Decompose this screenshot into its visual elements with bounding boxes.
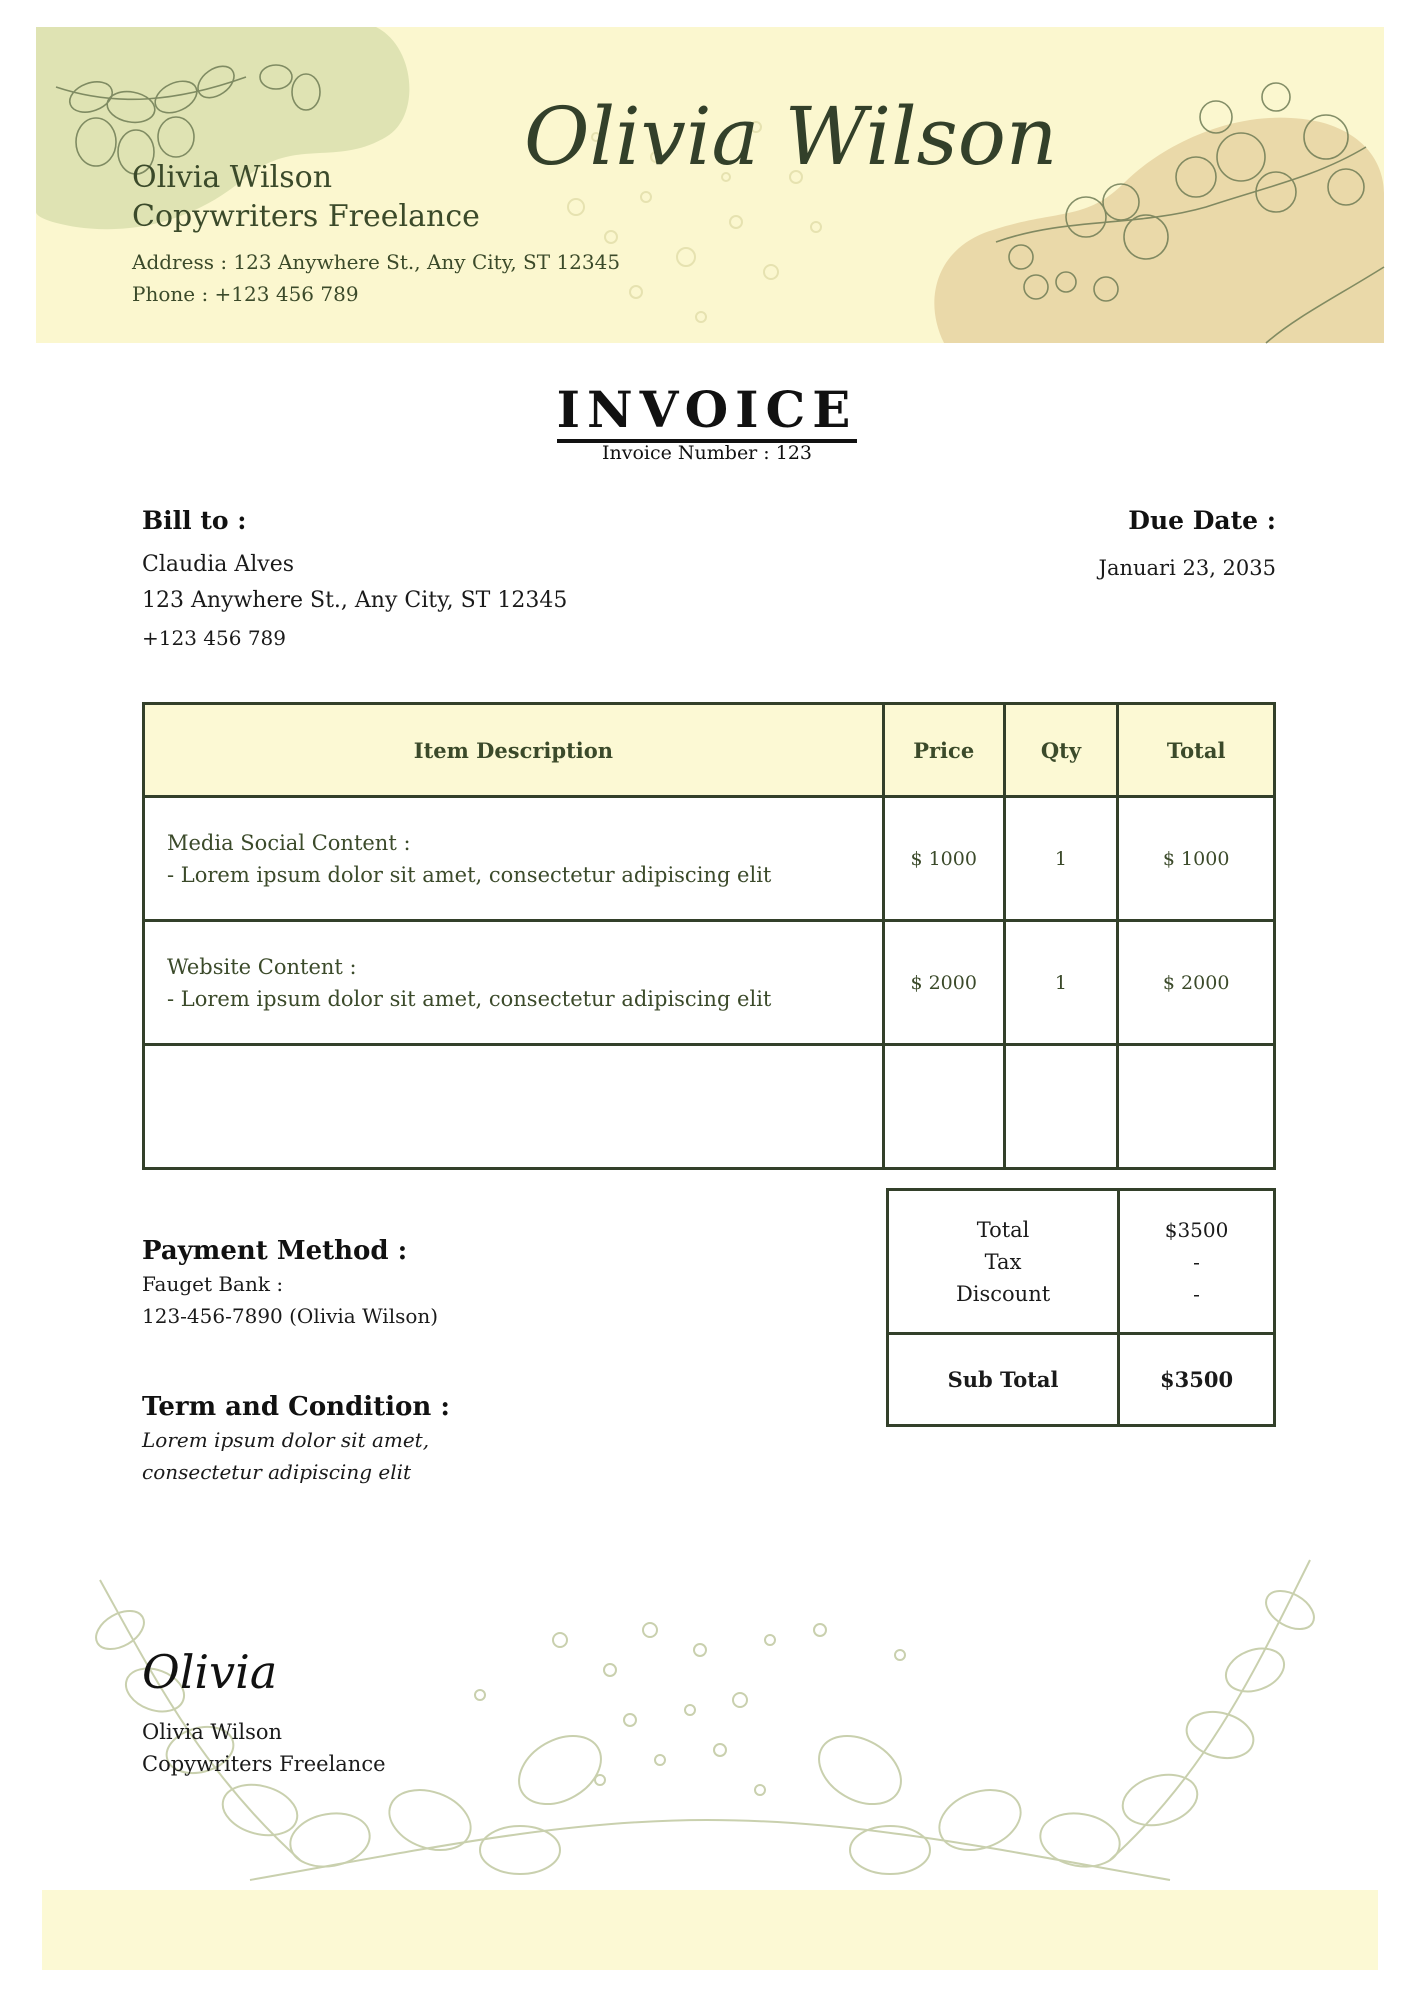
terms-line-2: consectetur adipiscing elit [142, 1460, 412, 1484]
sender-phone: Phone : +123 456 789 [132, 282, 359, 306]
subtotal-value: $3500 [1119, 1334, 1275, 1426]
totals-table [886, 1188, 1276, 1427]
subtotal-label: Sub Total [888, 1334, 1119, 1426]
signer-title: Copywriters Freelance [142, 1752, 386, 1776]
item-title: Media Social Content : [167, 830, 411, 855]
totals-values [1119, 1190, 1275, 1334]
item-detail: - Lorem ipsum dolor sit amet, consectetur adipiscing elit [167, 862, 772, 887]
invoice-number: Invoice Number : 123 [601, 442, 813, 464]
footer-band [42, 1890, 1378, 1970]
payment-method-label: Payment Method : [142, 1236, 408, 1266]
total-label: Total [976, 1217, 1030, 1242]
signer-signature [140, 1610, 300, 1710]
item-price: $ 2000 [883, 921, 1004, 1045]
svg-text:Olivia Wilson: Olivia Wilson [524, 90, 1058, 183]
svg-text:Olivia: Olivia [142, 1645, 278, 1699]
empty-cell [1004, 1045, 1118, 1169]
item-description [144, 797, 884, 921]
bill-to-phone: +123 456 789 [142, 626, 286, 650]
item-title: Website Content : [167, 954, 357, 979]
items-table-header [144, 704, 1275, 797]
item-total: $ 1000 [1118, 797, 1275, 921]
header-total: Total [1118, 704, 1275, 797]
empty-cell [1118, 1045, 1275, 1169]
table-row [144, 921, 1275, 1045]
item-description [144, 921, 884, 1045]
payment-account: 123-456-7890 (Olivia Wilson) [142, 1304, 439, 1328]
empty-table-row [144, 1045, 1275, 1169]
bill-to-name: Claudia Alves [142, 552, 295, 577]
header-price: Price [883, 704, 1004, 797]
total-value: $3500 [1164, 1217, 1229, 1242]
header-band [36, 27, 1384, 343]
signer-name: Olivia Wilson [142, 1720, 283, 1744]
bill-to-address: 123 Anywhere St., Any City, ST 12345 [142, 588, 568, 613]
tax-label: Tax [984, 1249, 1022, 1274]
empty-cell [883, 1045, 1004, 1169]
header-item-description: Item Description [144, 704, 884, 797]
bill-to-label: Bill to : [142, 506, 247, 535]
header-signature [524, 59, 1058, 219]
sender-name: Olivia Wilson [132, 160, 333, 195]
totals-labels [888, 1190, 1119, 1334]
item-total: $ 2000 [1118, 921, 1275, 1045]
due-date-label: Due Date : [1128, 506, 1276, 535]
sender-address: Address : 123 Anywhere St., Any City, ST 12345 [132, 250, 621, 274]
empty-cell [144, 1045, 884, 1169]
item-detail: - Lorem ipsum dolor sit amet, consectetur adipiscing elit [167, 986, 772, 1011]
item-qty: 1 [1004, 797, 1118, 921]
table-row [144, 797, 1275, 921]
discount-label: Discount [955, 1281, 1051, 1306]
due-date-value: Januari 23, 2035 [1098, 556, 1276, 580]
invoice-title: INVOICE [0, 380, 1414, 439]
terms-label: Term and Condition : [142, 1392, 450, 1422]
item-qty: 1 [1004, 921, 1118, 1045]
item-price: $ 1000 [883, 797, 1004, 921]
payment-bank: Fauget Bank : [142, 1272, 284, 1296]
items-table [142, 702, 1276, 1170]
tax-value: - [1193, 1249, 1200, 1274]
terms-line-1: Lorem ipsum dolor sit amet, [142, 1428, 430, 1452]
sender-title: Copywriters Freelance [132, 199, 480, 234]
discount-value: - [1193, 1281, 1200, 1306]
header-qty: Qty [1004, 704, 1118, 797]
